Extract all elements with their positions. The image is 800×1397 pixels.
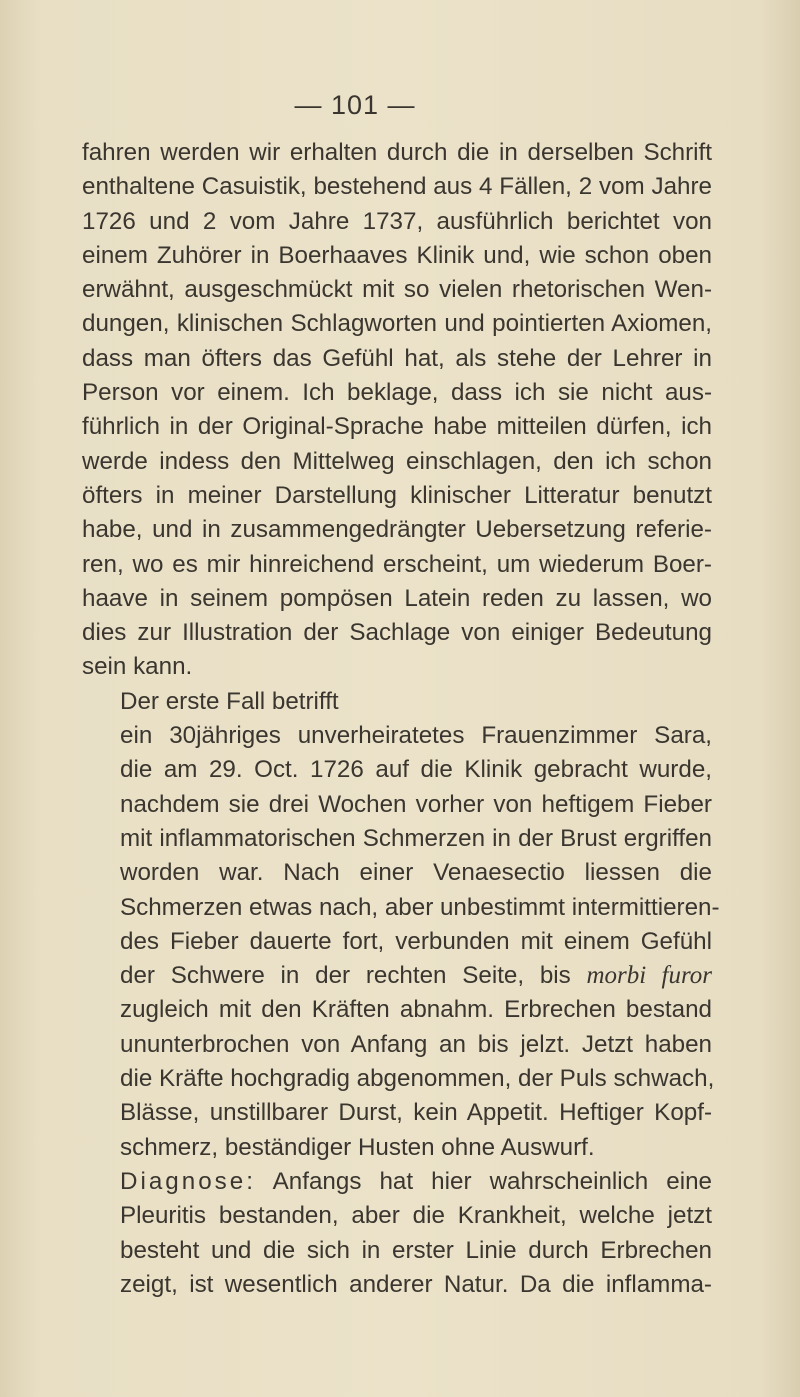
paragraph-1	[82, 136, 712, 685]
text-line: schmerz, beständiger Husten ohne Auswurf.	[120, 1133, 595, 1161]
text-line: fahren werden wir erhalten durch die in derselben Schrift	[82, 139, 712, 166]
text-line: die am 29. Oct. 1726 auf die Klinik gebracht wurde,	[120, 756, 712, 784]
text-line: des Fieber dauerte fort, verbunden mit einem Gefühl	[120, 927, 712, 955]
text-fragment: Anfangs hat hier wahrscheinlich eine	[255, 1167, 712, 1195]
text-line: erwähnt, ausgeschmückt mit so vielen rhetorischen Wen-	[82, 276, 712, 304]
section-heading: Der erste Fall betrifft	[120, 687, 339, 715]
text-line: sein kann.	[82, 653, 193, 681]
text-line: besteht und die sich in erster Linie durch Erbrechen	[120, 1236, 712, 1264]
text-line: dies zur Illustration der Sachlage von einiger Bedeutung	[82, 619, 712, 647]
text-line: zeigt, ist wesentlich anderer Natur. Da die inflamma-	[120, 1270, 712, 1298]
text-line-with-italic	[82, 959, 712, 993]
text-line: Blässe, unstillbarer Durst, kein Appetit. Heftiger Kopf-	[120, 1099, 712, 1127]
text-line: ununterbrochen von Anfang an bis jelzt. Jetzt haben	[120, 1030, 712, 1058]
text-line: worden war. Nach einer Venaesectio liessen die	[120, 859, 712, 887]
text-line: 1726 und 2 vom Jahre 1737, ausführlich berichtet von	[82, 207, 712, 235]
text-line: dass man öfters das Gefühl hat, als stehe der Lehrer in	[82, 344, 712, 372]
diagnosis-paragraph	[82, 1165, 712, 1302]
text-line: nachdem sie drei Wochen vorher von heftigem Fieber	[120, 790, 712, 818]
text-line: die Kräfte hochgradig abgenommen, der Puls schwach,	[120, 1065, 715, 1093]
text-fragment: der Schwere in der rechten Seite, bis	[120, 962, 587, 990]
page-number: — 101 —	[294, 90, 416, 120]
text-line: Person vor einem. Ich beklage, dass ich sie nicht aus-	[82, 379, 712, 407]
text-line: habe, und in zusammengedrängter Uebersetzung referie-	[82, 516, 712, 544]
diagnosis-label: Diagnose:	[120, 1167, 256, 1195]
text-line: zugleich mit den Kräften abnahm. Erbrechen bestand	[120, 996, 712, 1024]
text-line: werde indess den Mittelweg einschlagen, den ich schon	[82, 447, 712, 475]
text-line: ein 30jähriges unverheiratetes Frauenzimmer Sara,	[120, 722, 712, 750]
paragraph-2	[82, 719, 720, 1165]
text-line: dungen, klinischen Schlagworten und pointierten Axiomen,	[82, 310, 712, 338]
text-line: ren, wo es mir hinreichend erscheint, um wiederum Boer-	[82, 550, 712, 578]
text-line: mit inflammatorischen Schmerzen in der Brust ergriffen	[120, 824, 712, 852]
text-line-with-label	[82, 1165, 712, 1199]
text-line: Pleuritis bestanden, aber die Krankheit, welche jetzt	[120, 1202, 712, 1230]
text-line: haave in seinem pompösen Latein reden zu lassen, wo	[82, 584, 712, 612]
italic-phrase: morbi furor	[586, 962, 712, 990]
text-line: enthaltene Casuistik, bestehend aus 4 Fällen, 2 vom Jahre	[82, 173, 712, 201]
text-line: einem Zuhörer in Boerhaaves Klinik und, wie schon oben	[82, 241, 712, 269]
text-line: öfters in meiner Darstellung klinischer Litteratur benutzt	[82, 481, 712, 509]
text-line: Schmerzen etwas nach, aber unbestimmt intermittieren-	[120, 893, 720, 921]
text-line: führlich in der Original-Sprache habe mitteilen dürfen, ich	[82, 413, 712, 441]
body-text	[82, 136, 720, 1302]
